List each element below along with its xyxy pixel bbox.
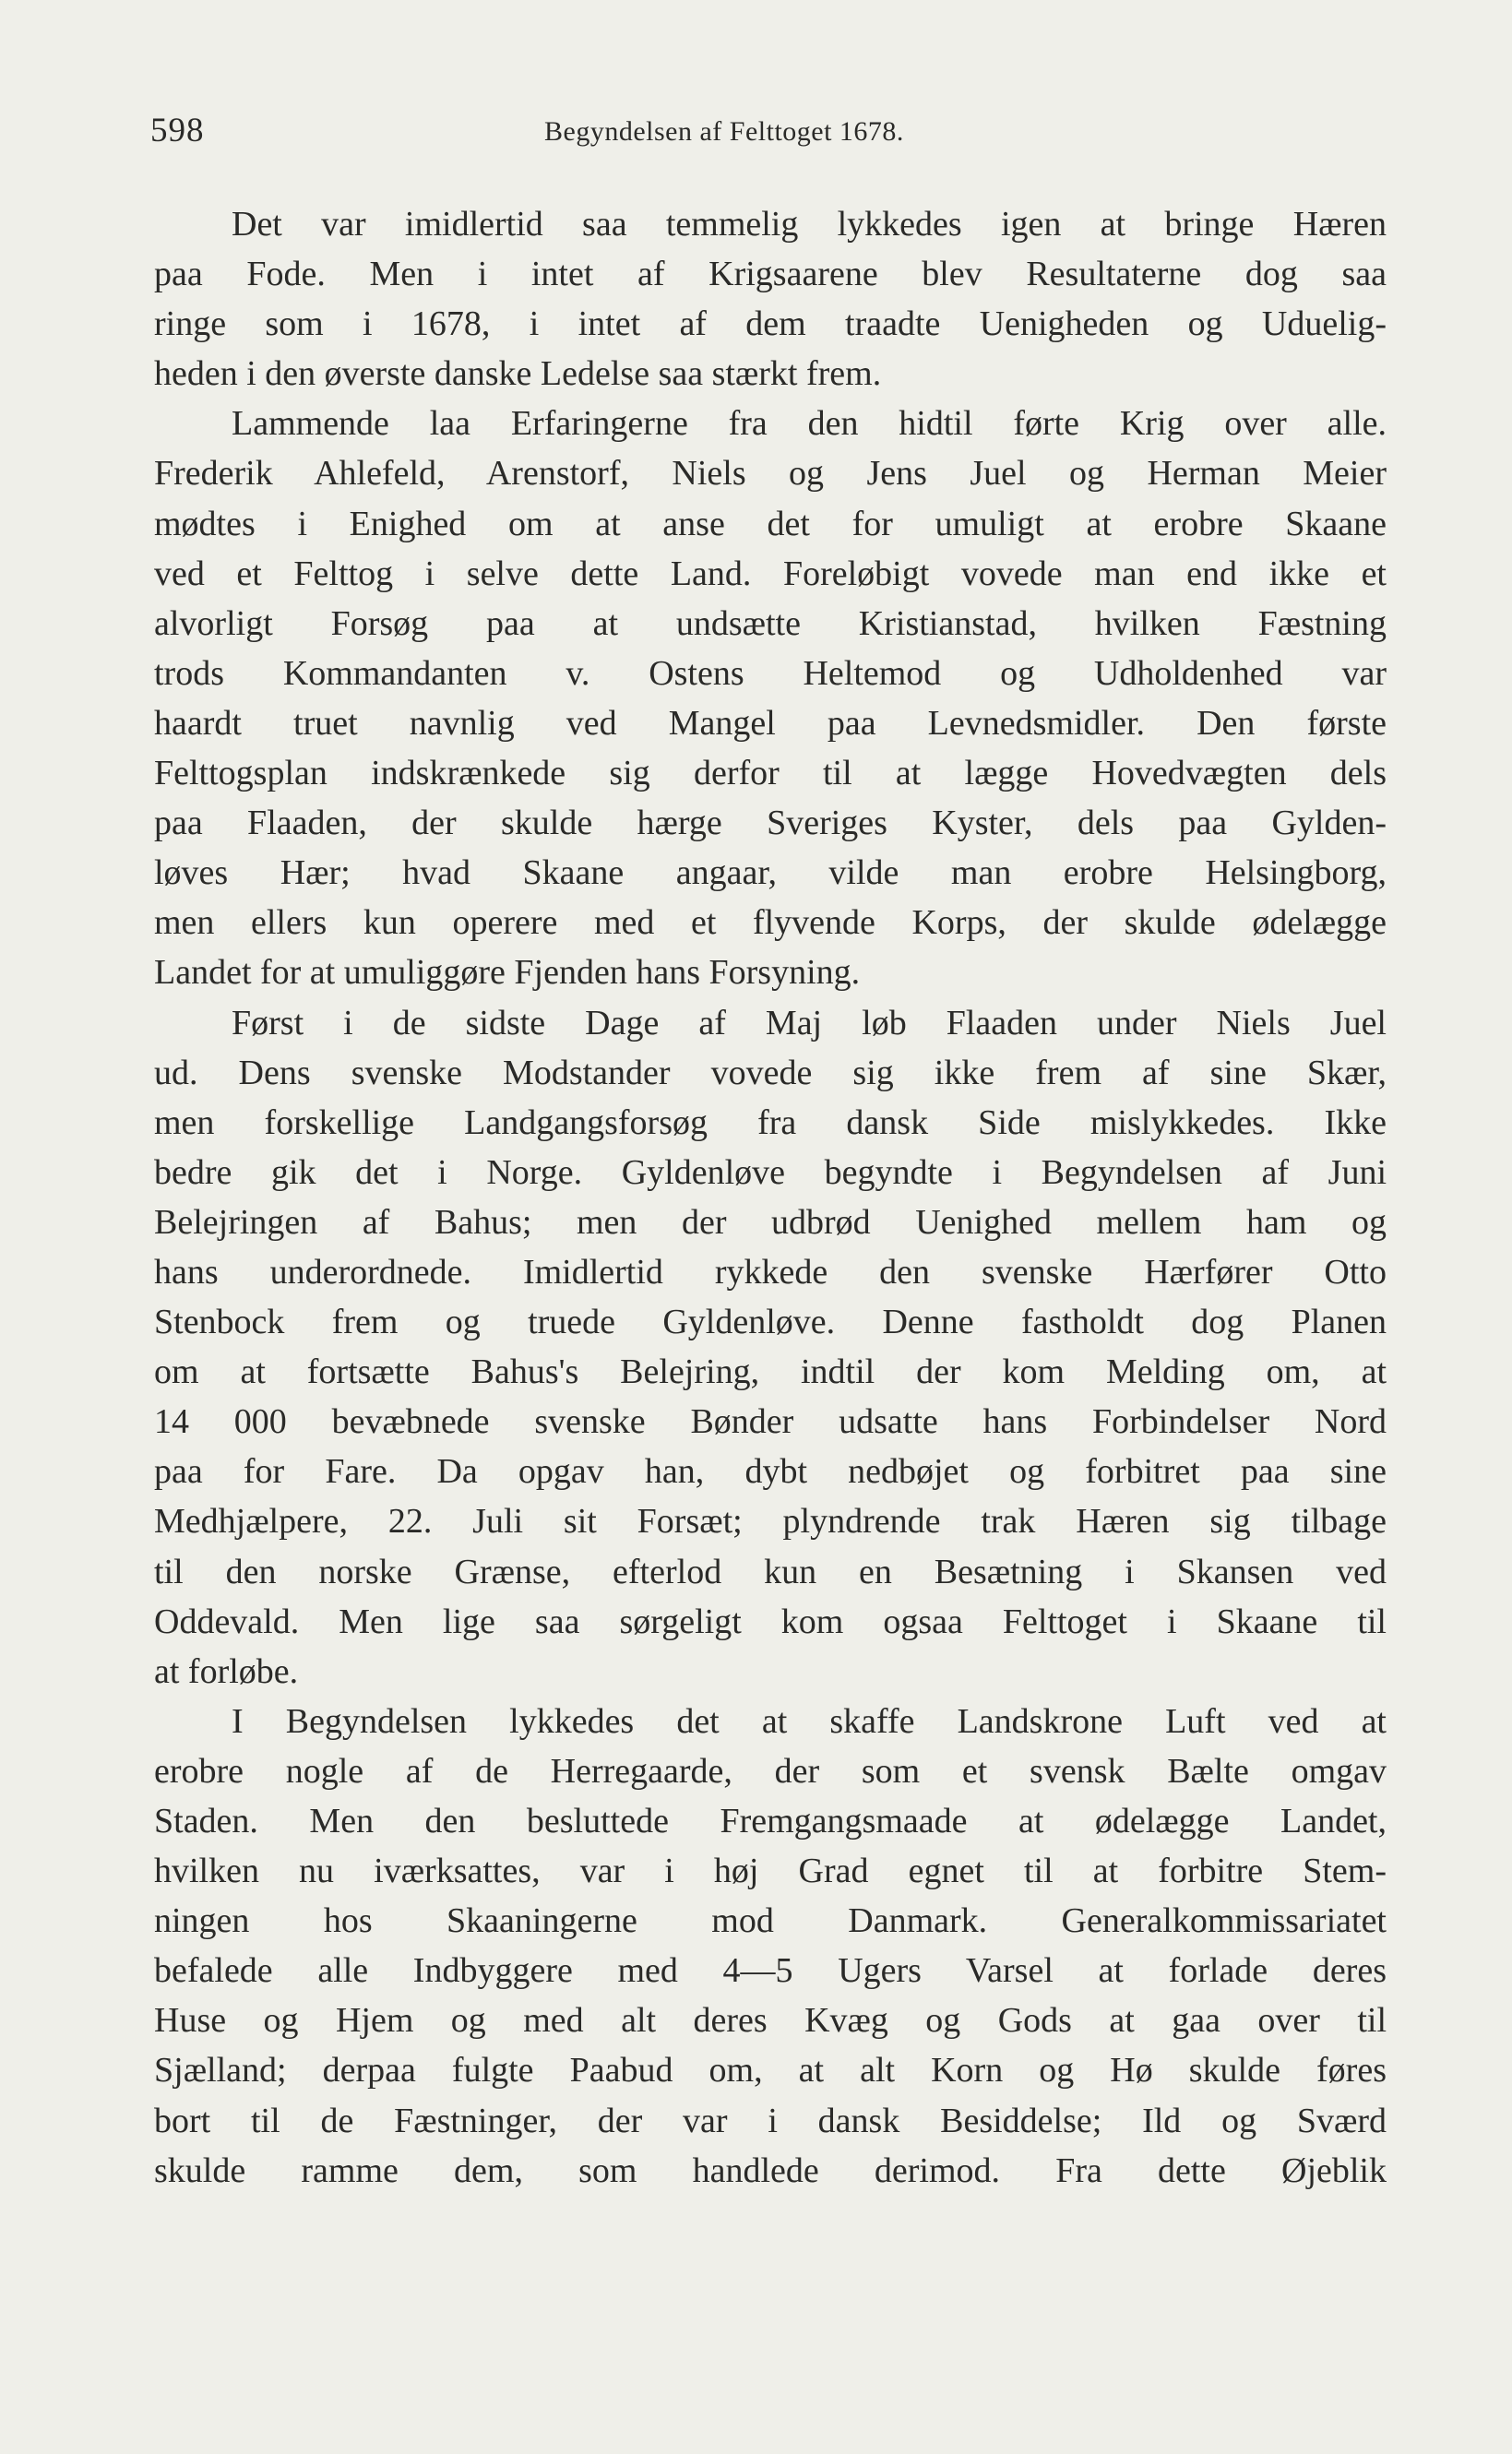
text-line: at forløbe.: [154, 1651, 299, 1691]
text-line: paa Fode. Men i intet af Krigsaarene blev Resultaterne dog saa: [154, 255, 1387, 294]
text-line: Først i de sidste Dage af Maj løb Flaaden under Niels Juel: [232, 1003, 1387, 1042]
text-line: paa Flaaden, der skulde hærge Sveriges Kyster, dels paa Gylden-: [154, 804, 1387, 843]
text-line: Stenbock frem og truede Gyldenløve. Denne fastholdt dog Planen: [154, 1303, 1387, 1342]
text-line: heden i den øverste danske Ledelse saa stærkt frem.: [154, 354, 882, 394]
text-line: ud. Dens svenske Modstander vovede sig ikke frem af sine Skær,: [154, 1053, 1387, 1092]
text-line: Sjælland; derpaa fulgte Paabud om, at alt Korn og Hø skulde føres: [154, 2051, 1387, 2091]
text-line: alvorligt Forsøg paa at undsætte Kristianstad, hvilken Fæstning: [154, 603, 1387, 643]
running-head: [150, 111, 1387, 157]
text-line: men forskellige Landgangsforsøg fra dansk Side mislykkedes. Ikke: [154, 1102, 1387, 1142]
text-line: Landet for at umuliggøre Fjenden hans Forsyning.: [154, 953, 861, 993]
text-line: I Begyndelsen lykkedes det at skaffe Landskrone Luft ved at: [232, 1701, 1387, 1741]
text-line: ved et Felttog i selve dette Land. Foreløbigt vovede man end ikke et: [154, 554, 1387, 593]
text-line: Felttogsplan indskrænkede sig derfor til at lægge Hovedvægten dels: [154, 754, 1387, 793]
text-line: erobre nogle af de Herregaarde, der som et svensk Bælte omgav: [154, 1751, 1387, 1791]
text-line: Det var imidlertid saa temmelig lykkedes igen at bringe Hæren: [232, 205, 1387, 244]
text-line: befalede alle Indbyggere med 4—5 Ugers Varsel at forlade deres: [154, 1951, 1387, 1991]
text-line: skulde ramme dem, som handlede derimod. Fra dette Øjeblik: [154, 2150, 1387, 2190]
text-line: ningen hos Skaaningerne mod Danmark. Generalkommissariatet: [154, 1901, 1387, 1941]
text-line: Staden. Men den besluttede Fremgangsmaade at ødelægge Landet,: [154, 1802, 1387, 1840]
text-line: Belejringen af Bahus; men der udbrød Uenighed mellem ham og: [154, 1202, 1387, 1242]
page-number: 598: [150, 112, 205, 149]
text-line: om at fortsætte Bahus's Belejring, indtil der kom Melding om, at: [154, 1352, 1387, 1392]
text-line: 14 000 bevæbnede svenske Bønder udsatte hans Forbindelser Nord: [154, 1402, 1387, 1442]
text-line: haardt truet navnlig ved Mangel paa Levnedsmidler. Den første: [154, 703, 1387, 743]
text-line: trods Kommandanten v. Ostens Heltemod og Udholdenhed var: [154, 653, 1387, 693]
text-line: men ellers kun operere med et flyvende Korps, der skulde ødelægge: [154, 903, 1387, 943]
text-line: bort til de Fæstninger, der var i dansk Besiddelse; Ild og Sværd: [154, 2101, 1387, 2140]
text-line: ringe som i 1678, i intet af dem traadte Uenigheden og Uduelig-: [154, 304, 1387, 344]
text-line: Huse og Hjem og med alt deres Kvæg og Gods at gaa over til: [154, 2001, 1387, 2041]
running-head-title: Begyndelsen af Felttoget 1678.: [544, 116, 904, 147]
text-line: til den norske Grænse, efterlod kun en Besætning i Skansen ved: [154, 1552, 1387, 1591]
text-line: paa for Fare. Da opgav han, dybt nedbøjet og forbitret paa sine: [154, 1452, 1387, 1492]
text-line: løves Hær; hvad Skaane angaar, vilde man erobre Helsingborg,: [154, 853, 1387, 893]
body-text: [154, 199, 1387, 2196]
text-line: Frederik Ahlefeld, Arenstorf, Niels og Jens Juel og Herman Meier: [154, 454, 1387, 494]
text-line: Lammende laa Erfaringerne fra den hidtil førte Krig over alle.: [232, 404, 1387, 444]
text-line: hans underordnede. Imidlertid rykkede den svenske Hærfører Otto: [154, 1252, 1387, 1292]
text-line: bedre gik det i Norge. Gyldenløve begyndte i Begyndelsen af Juni: [154, 1152, 1387, 1192]
text-line: hvilken nu iværksattes, var i høj Grad egnet til at forbitre Stem-: [154, 1852, 1387, 1891]
text-line: mødtes i Enighed om at anse det for umuligt at erobre Skaane: [154, 504, 1387, 543]
text-line: Oddevald. Men lige saa sørgeligt kom ogsaa Felttoget i Skaane til: [154, 1602, 1387, 1641]
text-line: Medhjælpere, 22. Juli sit Forsæt; plyndrende trak Hæren sig tilbage: [154, 1502, 1387, 1542]
